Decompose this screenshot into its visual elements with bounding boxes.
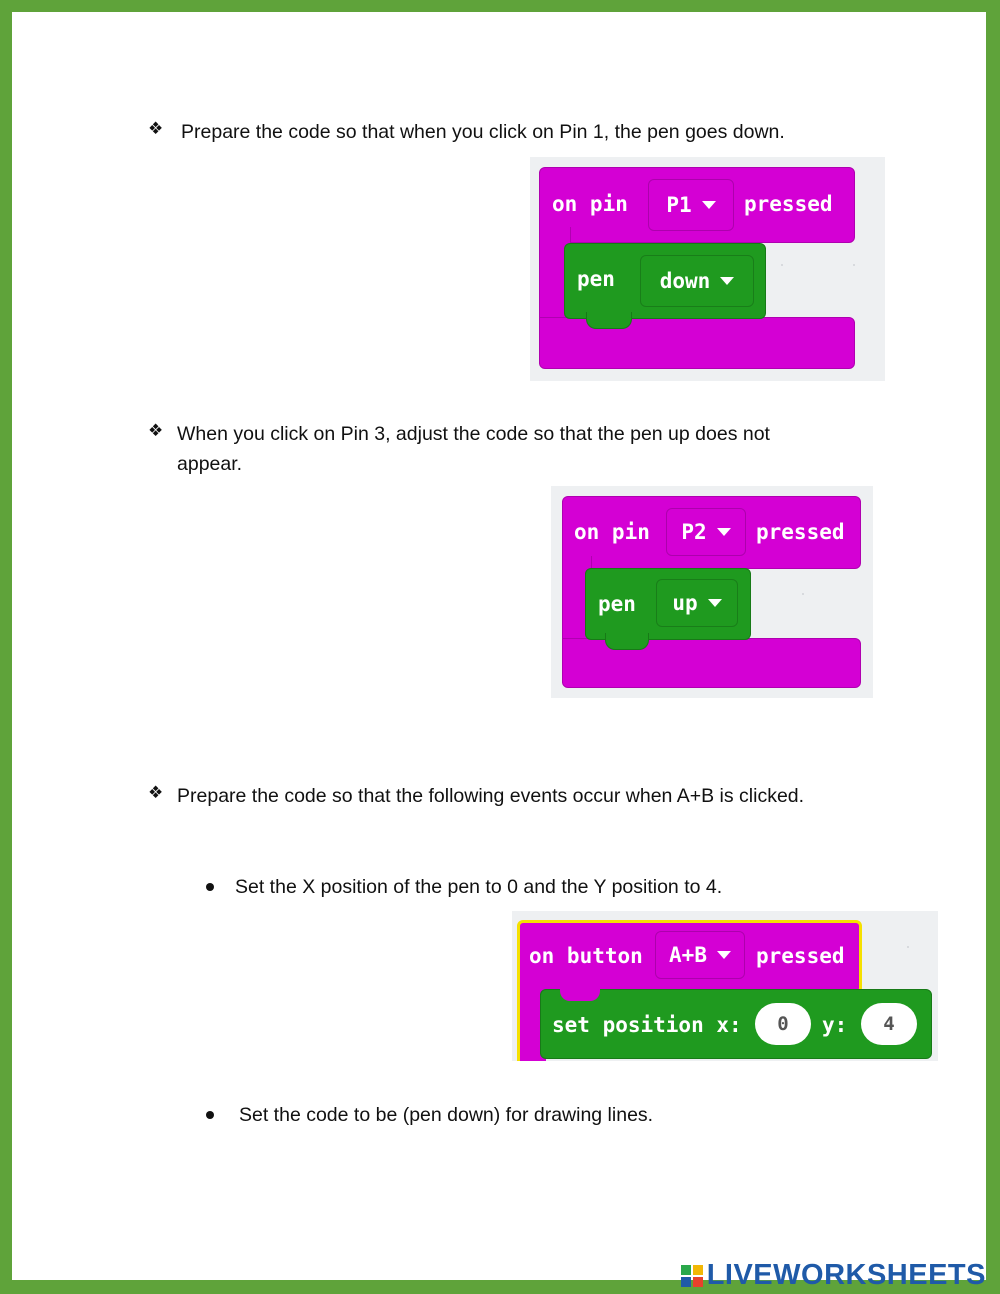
pen-state-value: down <box>659 269 711 293</box>
on-button-label: on button <box>529 944 643 968</box>
pin-dropdown[interactable] <box>648 179 734 231</box>
pressed-label: pressed <box>744 192 833 216</box>
caret-down-icon <box>708 599 722 607</box>
pressed-label: pressed <box>756 944 845 968</box>
pin-dropdown[interactable] <box>666 508 746 556</box>
logo-text: LIVEWORKSHEETS <box>706 1259 986 1291</box>
pen-label: pen <box>577 267 615 291</box>
pen-state-dropdown[interactable] <box>656 579 738 627</box>
code-block-panel-3 <box>512 911 938 1061</box>
diamond-bullet-icon: ❖ <box>148 119 164 138</box>
pen-state-dropdown[interactable] <box>640 255 754 307</box>
code-block-panel-2 <box>551 486 873 698</box>
logo-mark-icon <box>681 1265 703 1287</box>
sub-instruction-1: Set the X position of the pen to 0 and the Y position to 4. <box>235 876 723 898</box>
pin-value: P1 <box>666 193 692 217</box>
pen-block-notch <box>586 312 632 329</box>
bullet-dot-icon <box>206 883 214 891</box>
pen-block-notch <box>605 633 649 650</box>
liveworksheets-logo <box>681 1259 986 1292</box>
sub-instruction-2: Set the code to be (pen down) for drawing lines. <box>239 1104 654 1126</box>
instruction-2-line2: appear. <box>177 453 243 475</box>
instruction-3: Prepare the code so that the following events occur when A+B is clicked. <box>177 785 805 807</box>
instruction-1: Prepare the code so that when you click on Pin 1, the pen goes down. <box>181 121 785 143</box>
instruction-2-line1: When you click on Pin 3, adjust the code so that the pen up does not <box>177 423 770 445</box>
diamond-bullet-icon: ❖ <box>148 421 164 440</box>
y-value-input[interactable]: 4 <box>861 1003 917 1045</box>
set-position-label: set position x: <box>552 1013 742 1037</box>
y-label: y: <box>822 1013 848 1037</box>
caret-down-icon <box>717 951 731 959</box>
caret-down-icon <box>720 277 734 285</box>
x-value-input[interactable]: 0 <box>755 1003 811 1045</box>
pressed-label: pressed <box>756 520 845 544</box>
event-block-bottom <box>539 317 855 369</box>
code-block-panel-1 <box>530 157 885 381</box>
pen-label: pen <box>598 592 636 616</box>
set-position-notch <box>560 989 600 1001</box>
pen-state-value: up <box>672 591 698 615</box>
button-value: A+B <box>669 943 707 967</box>
bullet-dot-icon <box>206 1111 214 1119</box>
on-pin-label: on pin <box>574 520 650 544</box>
pin-value: P2 <box>681 520 707 544</box>
button-dropdown[interactable] <box>655 931 745 979</box>
diamond-bullet-icon: ❖ <box>148 783 164 802</box>
caret-down-icon <box>702 201 716 209</box>
on-pin-label: on pin <box>552 192 628 216</box>
caret-down-icon <box>717 528 731 536</box>
